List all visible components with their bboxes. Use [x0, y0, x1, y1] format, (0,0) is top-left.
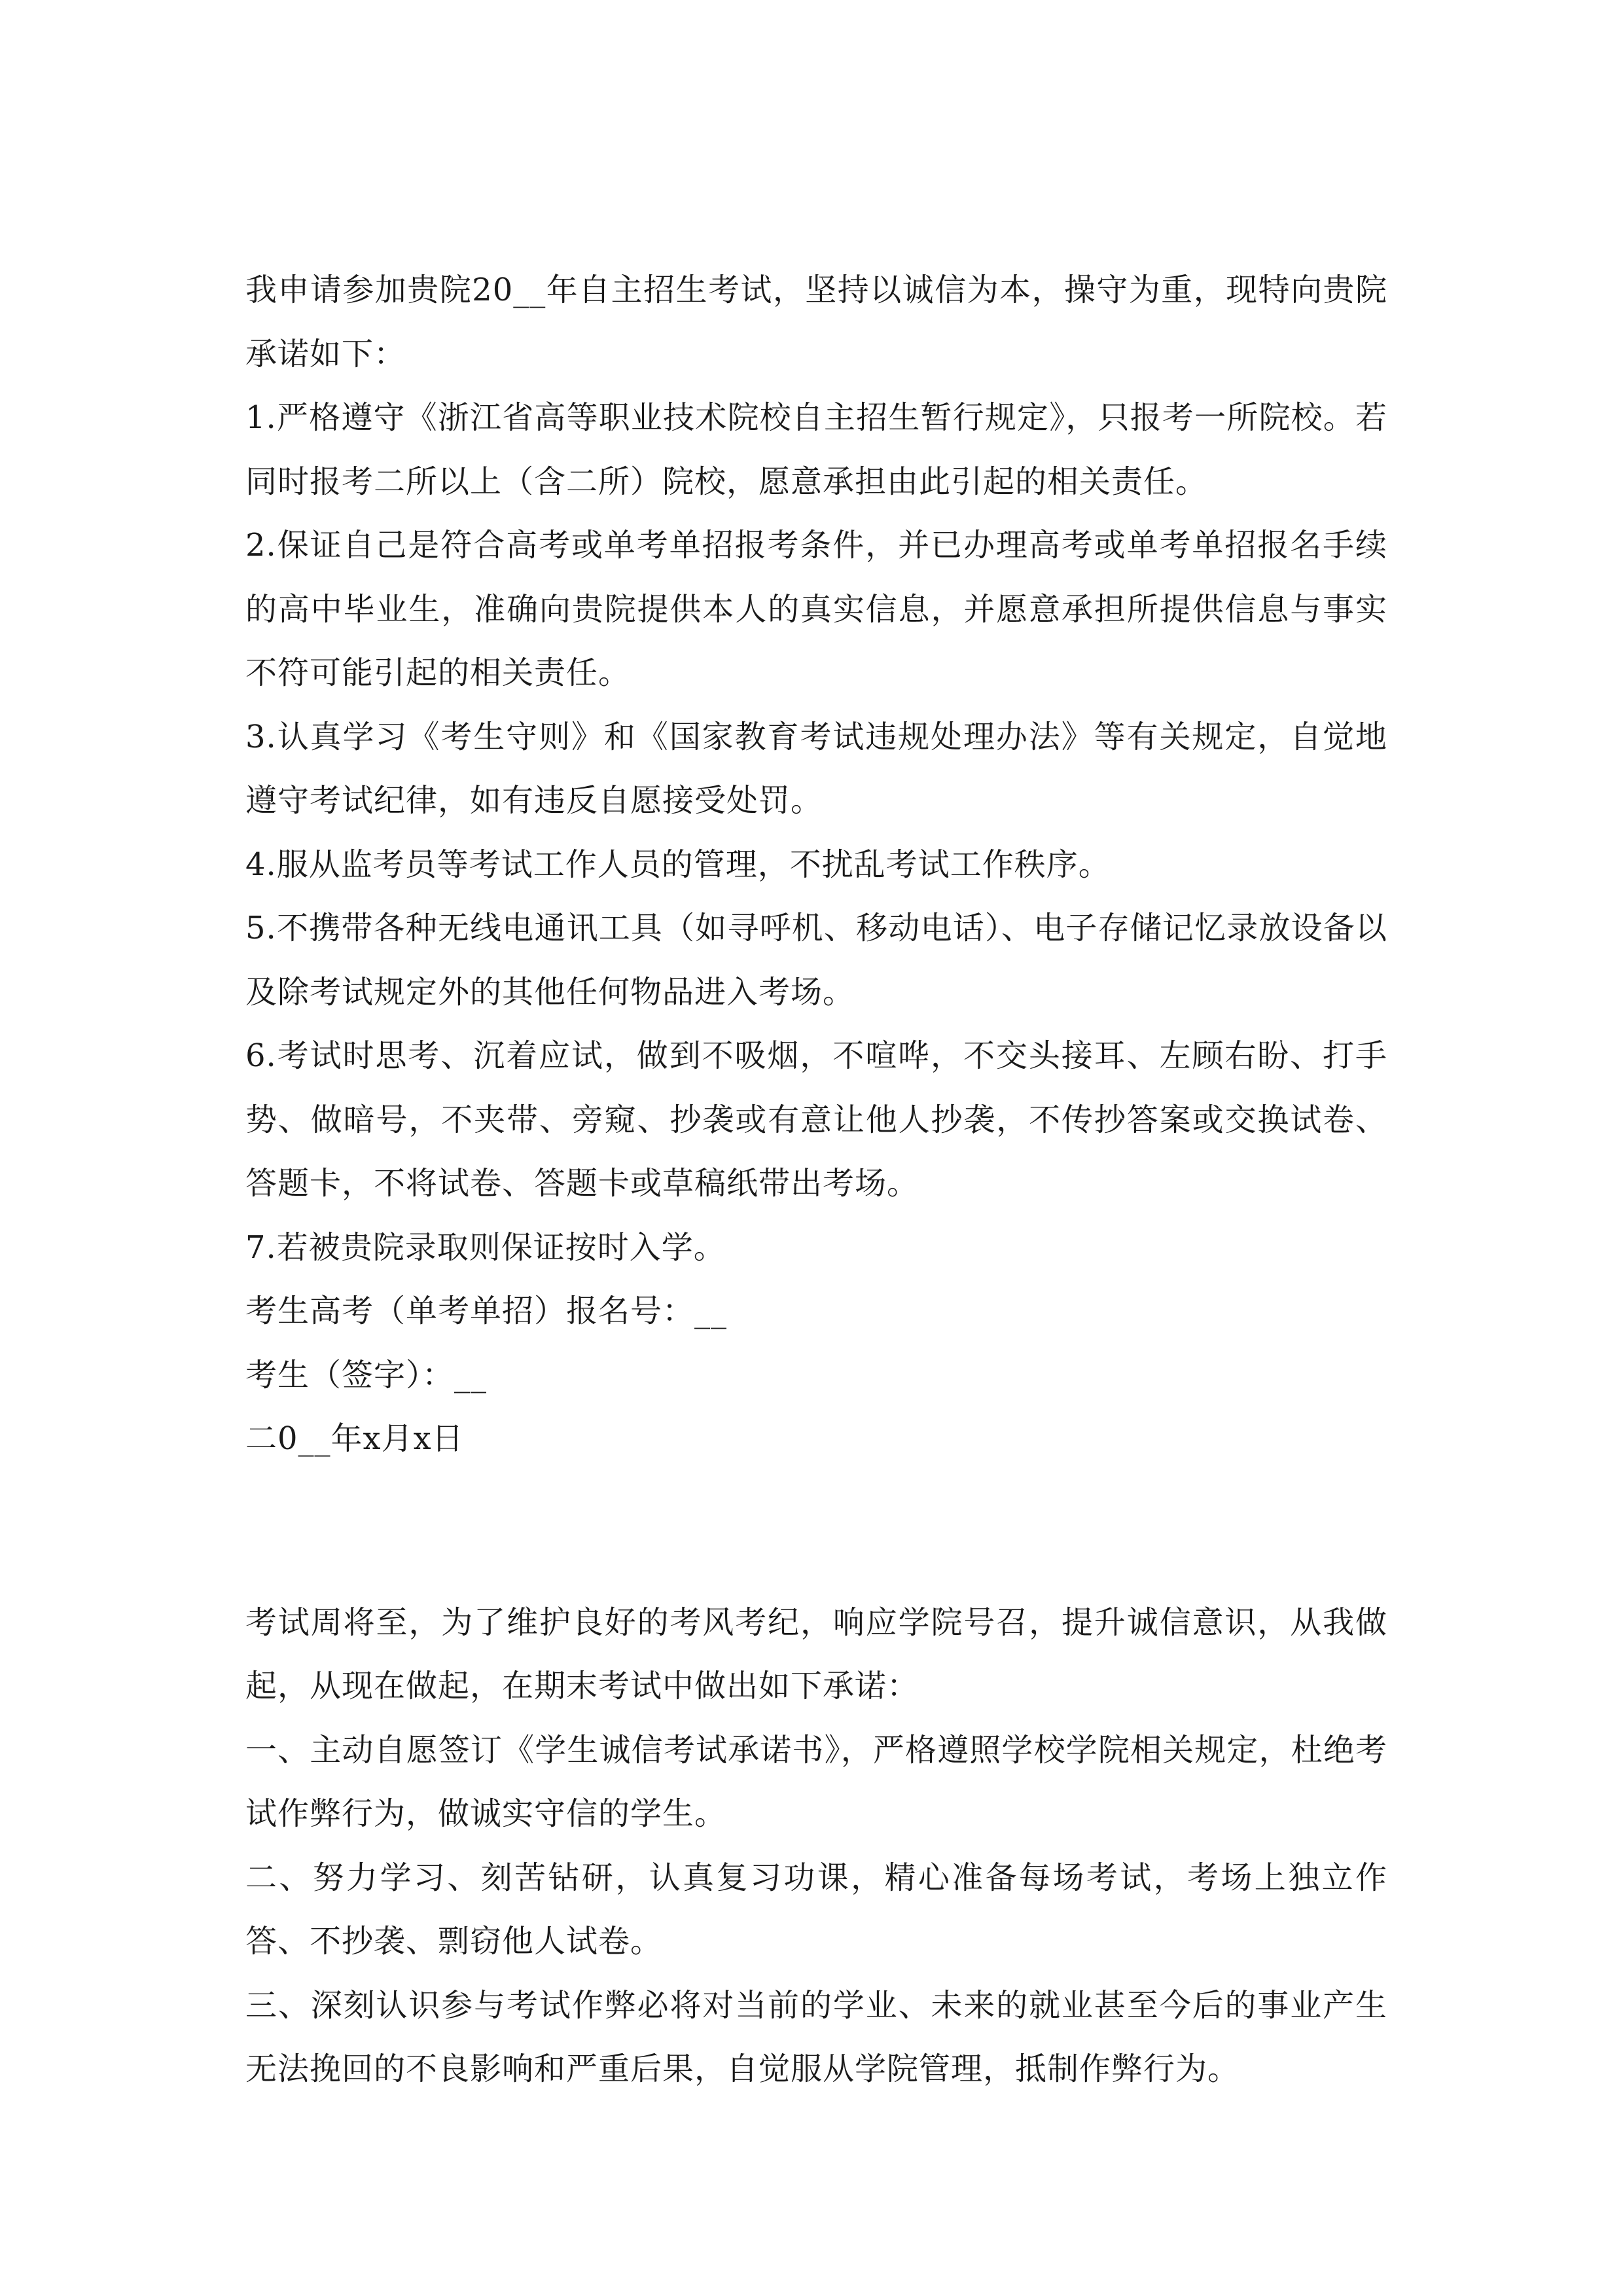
date-line: 二0__年x月x日	[245, 1420, 464, 1457]
pledge-item-1: 1.严格遵守《浙江省高等职业技术院校自主招生暂行规定》，只报考一所院校。若同时报考二所以上（含二所）院校，愿意承担由此引起的相关责任。	[245, 399, 1387, 500]
pledge-item-3: 3.认真学习《考生守则》和《国家教育考试违规处理办法》等有关规定，自觉地遵守考试纪律，如有违反自愿接受处罚。	[245, 718, 1387, 819]
document-body	[245, 259, 1387, 2102]
pledge-item-7: 7.若被贵院录取则保证按时入学。	[245, 1229, 726, 1266]
exam-pledge-item-1: 一、主动自愿签订《学生诚信考试承诺书》，严格遵照学校学院相关规定，杜绝考试作弊行为，做诚实守信的学生。	[245, 1731, 1387, 1832]
exam-pledge-item-2: 二、努力学习、刻苦钻研，认真复习功课，精心准备每场考试，考场上独立作答、不抄袭、剽窃他人试卷。	[245, 1859, 1387, 1960]
pledge-item-2: 2.保证自己是符合高考或单考单招报考条件，并已办理高考或单考单招报名手续的高中毕业生，准确向贵院提供本人的真实信息，并愿意承担所提供信息与事实不符可能引起的相关责任。	[245, 527, 1387, 691]
registration-number-line: 考生高考（单考单招）报名号：__	[245, 1293, 728, 1329]
pledge-item-4: 4.服从监考员等考试工作人员的管理，不扰乱考试工作秩序。	[245, 846, 1111, 883]
pledge-item-5: 5.不携带各种无线电通讯工具（如寻呼机、移动电话）、电子存储记忆录放设备以及除考试规定外的其他任何物品进入考场。	[245, 910, 1387, 1011]
pledge-item-6: 6.考试时思考、沉着应试，做到不吸烟，不喧哗，不交头接耳、左顾右盼、打手势、做暗号，不夹带、旁窥、抄袭或有意让他人抄袭，不传抄答案或交换试卷、答题卡，不将试卷、答题卡或草稿纸带出考场。	[245, 1037, 1387, 1202]
signature-line: 考生（签字）：__	[245, 1356, 488, 1393]
exam-pledge-intro: 考试周将至，为了维护良好的考风考纪，响应学院号召，提升诚信意识，从我做起，从现在做起，在期末考试中做出如下承诺：	[245, 1604, 1387, 1704]
section-spacer	[245, 1471, 1387, 1591]
exam-pledge-item-3: 三、深刻认识参与考试作弊必将对当前的学业、未来的就业甚至今后的事业产生无法挽回的不良影响和严重后果，自觉服从学院管理，抵制作弊行为。	[245, 1986, 1387, 2087]
pledge-intro: 我申请参加贵院20__年自主招生考试，坚持以诚信为本，操守为重，现特向贵院承诺如下：	[245, 272, 1387, 372]
